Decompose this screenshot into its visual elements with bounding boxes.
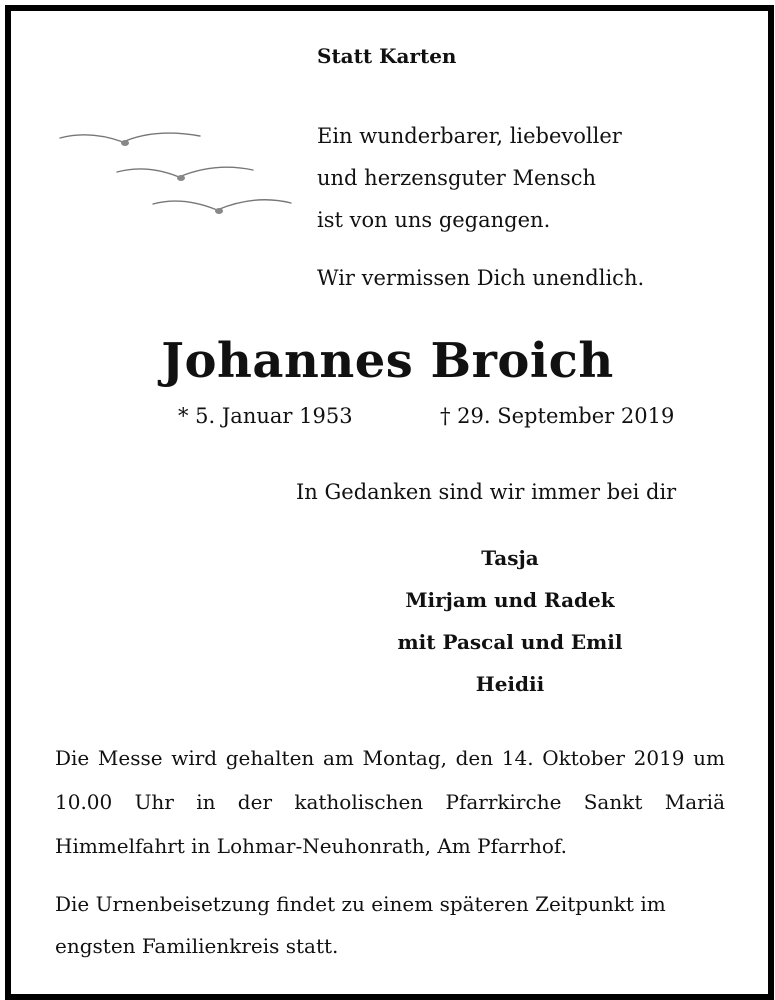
poem <box>317 115 622 241</box>
birth-date: * 5. Januar 1953 <box>178 404 353 428</box>
memorial-line: In Gedanken sind wir immer bei dir <box>296 480 677 504</box>
mourner-name: mit Pascal und Emil <box>397 630 623 654</box>
poem-line: ist von uns gegangen. <box>317 208 551 232</box>
flying-birds-icon <box>55 120 300 220</box>
intro-line: Statt Karten <box>317 44 457 68</box>
poem-closing: Wir vermissen Dich unendlich. <box>317 266 645 290</box>
poem-line: und herzensguter Mensch <box>317 166 597 190</box>
mourners-list <box>300 537 720 705</box>
urn-burial-details: Die Urnenbeisetzung findet zu einem späteren Zeitpunkt im engsten Familienkreis statt. <box>55 892 666 958</box>
poem-line: Ein wunderbarer, liebevoller <box>317 124 622 148</box>
mourner-name: Tasja <box>481 546 539 570</box>
mass-details: Die Messe wird gehalten am Montag, den 14. Oktober 2019 um 10.00 Uhr in der katholischen Pfarrkirche Sankt Mariä Himmelfahrt in Lohmar-Neuhonrath, Am Pfarrhof. <box>55 746 725 858</box>
mourner-name: Heidii <box>475 672 545 696</box>
death-date: † 29. September 2019 <box>440 404 675 428</box>
deceased-name: Johannes Broich <box>161 333 614 389</box>
mourner-name: Mirjam und Radek <box>405 588 615 612</box>
